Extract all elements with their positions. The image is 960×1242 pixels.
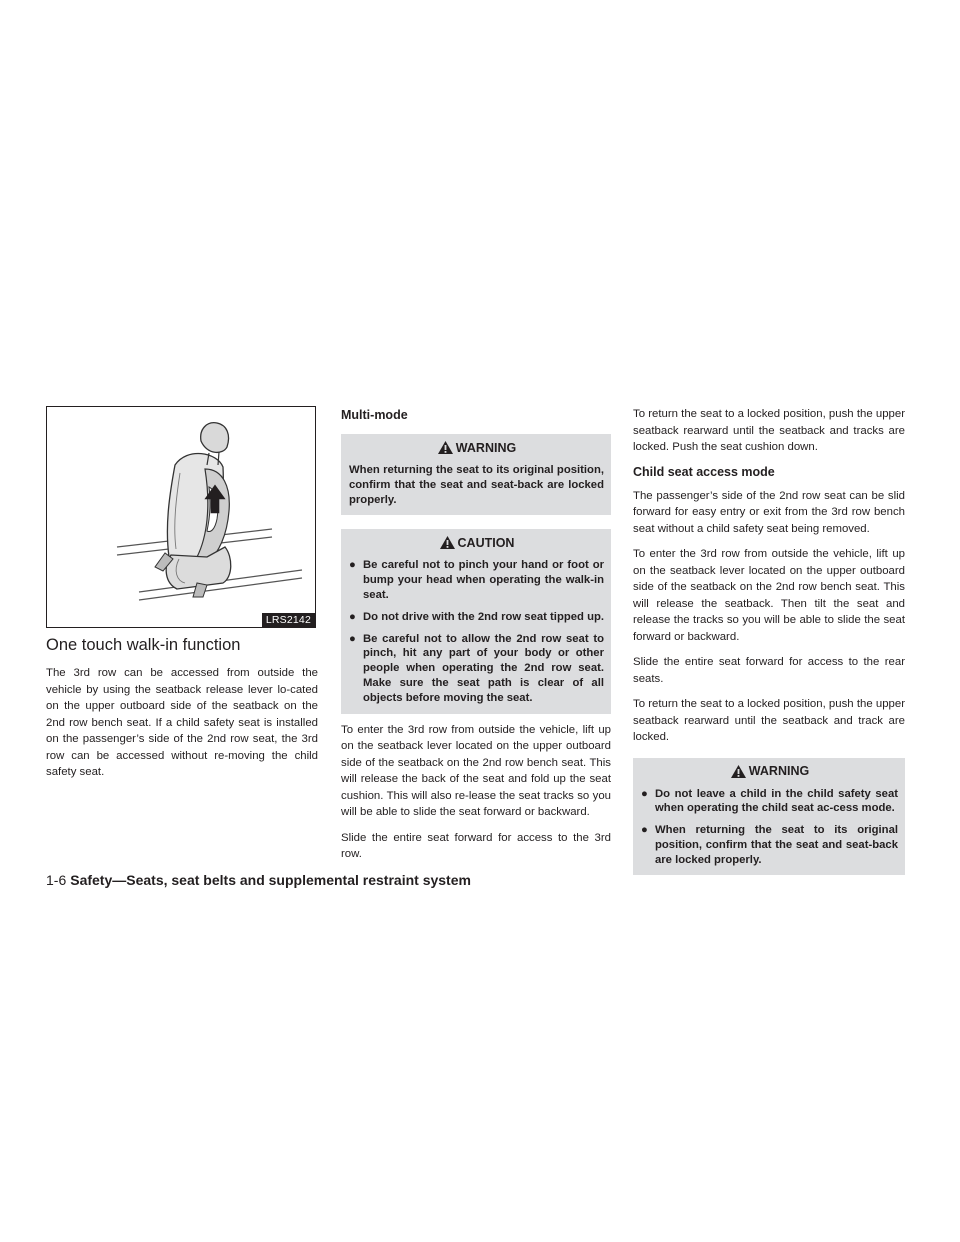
bullet-icon: ●: [641, 787, 648, 800]
warning-triangle-icon: [730, 764, 747, 779]
bullet-icon: ●: [641, 824, 648, 837]
seat-illustration-figure: [46, 406, 316, 628]
paragraph: To enter the 3rd row from outside the vehicle, lift up on the seatback lever located on the upper outboard side of the seatback on the 2nd row bench seat. This will release the seatback. Then tilt the seat and release the tracks so you will be able to slide the seat forward or backward.: [633, 548, 905, 643]
paragraph: The 3rd row can be accessed from outside the vehicle by using the seatback release lever lo-cated on the upper outboard side of the seatback on the 2nd row bench seat. If a child safety seat is installed on the passenger’s side of the 2nd row seat, the 3rd row can be accessed without re-moving the child safety seat.: [46, 667, 318, 778]
paragraph: To enter the 3rd row from outside the vehicle, lift up on the seatback lever located on the upper outboard side of the seatback on the 2nd row bench seat. This will release the back of the seat and fold up the seat cushion. This will also re-lease the seat tracks so you will be able to slide the seat forward or backward.: [341, 723, 611, 819]
paragraph: The passenger’s side of the 2nd row seat can be slid forward for easy entry or exit from the 3rd row bench seat without a child safety seat being removed.: [633, 489, 905, 535]
bullet-icon: ●: [349, 610, 356, 623]
caution-item: ● Do not drive with the 2nd row seat tipped up.: [349, 610, 605, 623]
paragraph: To return the seat to a locked position, push the upper seatback rearward until the seatback and tracks are locked. Push the seat cushion down.: [633, 408, 905, 453]
warning-item: ● When returning the seat to its original position, confirm that the seat and seat-back are locked properly.: [641, 824, 898, 866]
caution-label: CAUTION: [457, 535, 515, 550]
page-footer: [46, 872, 471, 888]
warning-box: [341, 434, 611, 515]
column-left: [46, 406, 318, 790]
warning-item: ● Do not leave a child in the child safety seat when operating the child seat ac-cess mode.: [641, 787, 898, 815]
warning-box: [633, 758, 905, 876]
subheading-multi-mode: Multi-mode: [341, 408, 408, 422]
warning-label: WARNING: [455, 440, 517, 455]
section-heading-one-touch-walk-in: One touch walk-in function: [46, 636, 241, 654]
caution-triangle-icon: [439, 535, 456, 550]
caution-item: ● Be careful not to allow the 2nd row seat to pinch, hit any part of your body or other people when operating the 2nd row seat. Make sure the seat path is clear of all objects before moving the seat.: [349, 632, 604, 704]
paragraph: To return the seat to a locked position, push the upper seatback rearward until the seatback and track are locked.: [633, 698, 905, 743]
paragraph: Slide the entire seat forward for access to the 3rd row.: [341, 831, 611, 861]
figure-id-label: LRS2142: [262, 613, 315, 627]
subheading-child-seat-access-mode: Child seat access mode: [633, 464, 775, 479]
warning-triangle-icon: [437, 440, 454, 455]
column-right: [633, 406, 905, 883]
caution-item: ● Be careful not to pinch your hand or foot or bump your head when operating the walk-in seat.: [349, 559, 604, 601]
warning-text: When returning the seat to its original position, confirm that the seat and seat-back are locked properly.: [349, 464, 604, 506]
walk-in-seat-illustration: [47, 407, 315, 627]
caution-box: [341, 529, 611, 713]
bullet-icon: ●: [349, 559, 356, 572]
page-number: 1-6: [46, 872, 67, 888]
bullet-icon: ●: [349, 632, 356, 645]
paragraph: Slide the entire seat forward for access to the rear seats.: [633, 656, 905, 685]
chapter-title: Safety—Seats, seat belts and supplemental restraint system: [70, 872, 471, 888]
column-middle: [341, 406, 611, 872]
warning-label: WARNING: [748, 764, 810, 778]
